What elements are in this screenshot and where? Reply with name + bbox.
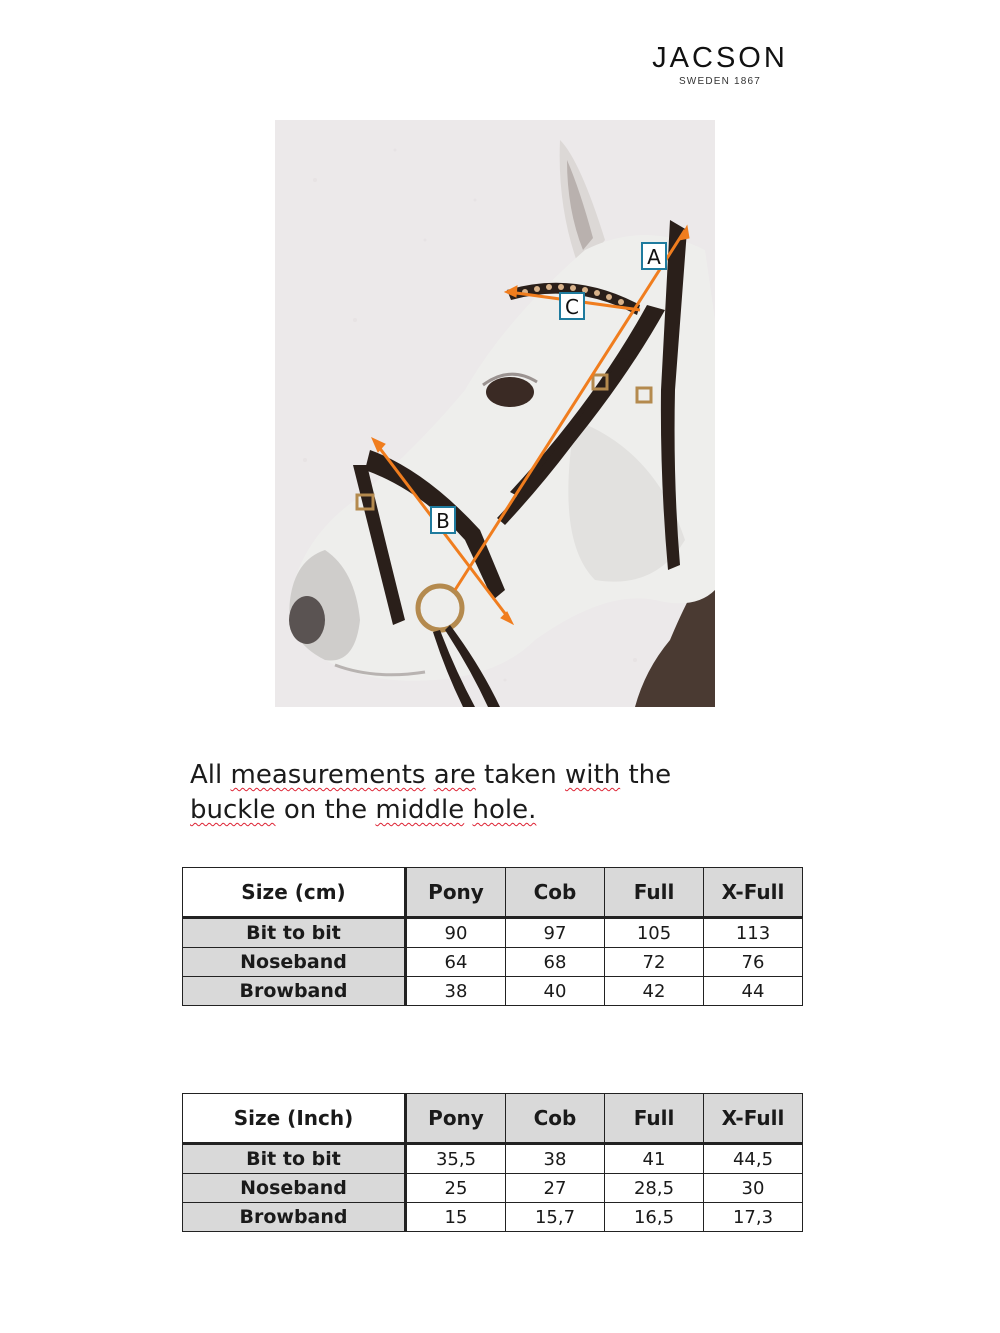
cell-value: 30 xyxy=(704,1174,803,1203)
note-word: buckle xyxy=(190,795,276,825)
note-word: taken xyxy=(484,760,557,790)
horse-illustration xyxy=(275,120,715,707)
cell-value: 15,7 xyxy=(506,1203,605,1232)
cell-value: 90 xyxy=(406,918,506,948)
header-col-pony: Pony xyxy=(406,868,506,918)
cell-value: 25 xyxy=(406,1174,506,1203)
table-header-row xyxy=(183,868,803,918)
bridle-measurement-photo xyxy=(275,120,715,707)
note-word: middle xyxy=(375,795,465,825)
note-word: on xyxy=(283,795,317,825)
cell-value: 44 xyxy=(704,977,803,1006)
table-row xyxy=(183,918,803,948)
cell-value: 38 xyxy=(506,1144,605,1174)
marker-c xyxy=(560,293,584,319)
note-word: the xyxy=(324,795,368,825)
brand-tagline: SWEDEN 1867 xyxy=(678,76,762,87)
header-label: Size (cm) xyxy=(183,868,406,918)
header-col-full: Full xyxy=(605,868,704,918)
cell-value: 41 xyxy=(605,1144,704,1174)
cell-value: 97 xyxy=(506,918,605,948)
table-row xyxy=(183,1174,803,1203)
row-label: Noseband xyxy=(183,1174,406,1203)
row-label: Bit to bit xyxy=(183,1144,406,1174)
cell-value: 72 xyxy=(605,948,704,977)
measurement-note xyxy=(190,758,810,828)
row-label: Noseband xyxy=(183,948,406,977)
cell-value: 76 xyxy=(704,948,803,977)
row-label: Browband xyxy=(183,1203,406,1232)
header-col-xfull: X-Full xyxy=(704,1094,803,1144)
row-label: Browband xyxy=(183,977,406,1006)
table-row xyxy=(183,977,803,1006)
header-col-cob: Cob xyxy=(506,868,605,918)
cell-value: 35,5 xyxy=(406,1144,506,1174)
horse-eye xyxy=(486,377,534,407)
marker-a xyxy=(642,243,666,269)
note-word: are xyxy=(433,760,476,790)
header-label: Size (Inch) xyxy=(183,1094,406,1144)
cell-value: 38 xyxy=(406,977,506,1006)
cell-value: 40 xyxy=(506,977,605,1006)
cell-value: 113 xyxy=(704,918,803,948)
cell-value: 15 xyxy=(406,1203,506,1232)
cell-value: 28,5 xyxy=(605,1174,704,1203)
row-label: Bit to bit xyxy=(183,918,406,948)
size-table-inch xyxy=(182,1093,803,1232)
size-table-cm xyxy=(182,867,803,1006)
marker-b xyxy=(431,507,455,533)
marker-a-label: A xyxy=(647,245,661,269)
table-row xyxy=(183,1144,803,1174)
header-col-full: Full xyxy=(605,1094,704,1144)
header-col-cob: Cob xyxy=(506,1094,605,1144)
header-col-pony: Pony xyxy=(406,1094,506,1144)
cell-value: 44,5 xyxy=(704,1144,803,1174)
table-row xyxy=(183,948,803,977)
brand-logo xyxy=(640,42,800,87)
cell-value: 68 xyxy=(506,948,605,977)
cell-value: 105 xyxy=(605,918,704,948)
note-word: measurements xyxy=(230,760,426,790)
table-row xyxy=(183,1203,803,1232)
marker-c-label: C xyxy=(565,295,579,319)
marker-b-label: B xyxy=(436,509,450,533)
note-word: hole. xyxy=(472,795,537,825)
cell-value: 42 xyxy=(605,977,704,1006)
brand-name: JACSON xyxy=(652,42,788,74)
cell-value: 64 xyxy=(406,948,506,977)
cell-value: 17,3 xyxy=(704,1203,803,1232)
header-col-xfull: X-Full xyxy=(704,868,803,918)
nostril xyxy=(289,596,325,644)
note-word: with xyxy=(565,760,621,790)
note-word: All xyxy=(190,760,223,790)
cell-value: 16,5 xyxy=(605,1203,704,1232)
table-header-row xyxy=(183,1094,803,1144)
cell-value: 27 xyxy=(506,1174,605,1203)
note-word: the xyxy=(628,760,672,790)
